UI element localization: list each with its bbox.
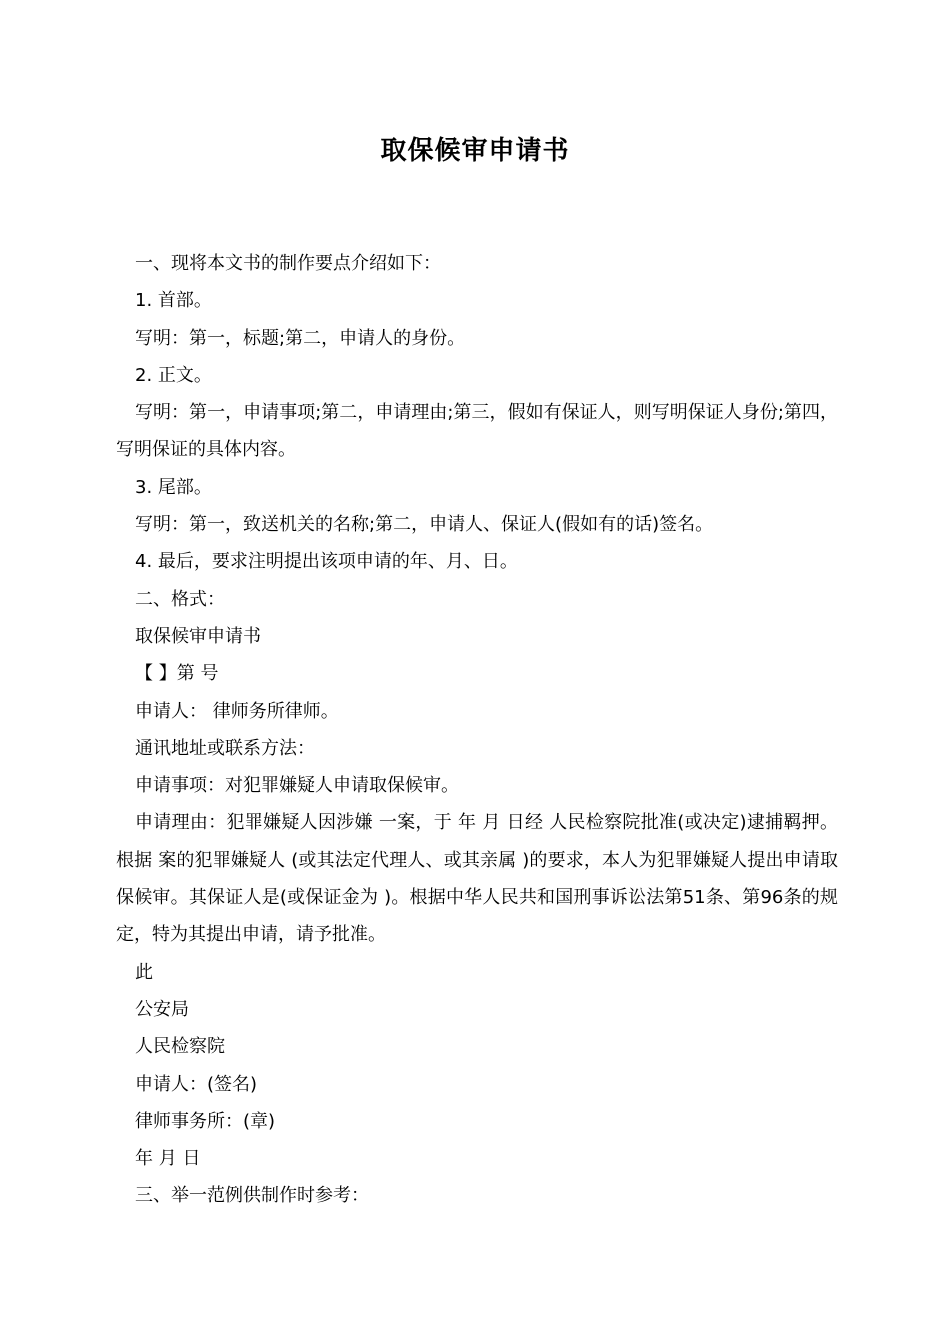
- template-request: 申请事项：对犯罪嫌疑人申请取保候审。: [135, 775, 459, 797]
- template-reason: 申请理由：犯罪嫌疑人因涉嫌 一案，于 年 月 日经 人民检察院批准(或决定)逮捕羁押。根据 案的犯罪嫌疑人 (或其法定代理人、或其亲属 )的要求，本人为犯罪嫌疑人提出申请取保候审。其保证人是(或保证金为 )。根据中华人民共和国刑事诉讼法第51条、第96条的规定，特为其提出申请，请予批准。: [116, 812, 838, 946]
- item-heading-footer: 3. 尾部。: [135, 476, 212, 498]
- item-date-note: 4. 最后，要求注明提出该项申请的年、月、日。: [135, 551, 518, 573]
- template-recipient-police: 公安局: [135, 998, 189, 1020]
- section-heading-3: 三、举一范例供制作时参考：: [135, 1185, 369, 1207]
- template-seal: 律师事务所：(章): [135, 1110, 276, 1132]
- item-desc-body: 写明：第一，申请事项;第二，申请理由;第三，假如有保证人，则写明保证人身份;第四，写明保证的具体内容。: [116, 402, 838, 461]
- item-desc-footer: 写明：第一，致送机关的名称;第二，申请人、保证人(假如有的话)签名。: [135, 514, 714, 536]
- template-contact: 通讯地址或联系方法：: [135, 737, 315, 759]
- template-date: 年 月 日: [135, 1148, 201, 1170]
- section-heading-1: 一、现将本文书的制作要点介绍如下：: [135, 253, 441, 274]
- document-body: [116, 245, 838, 1215]
- item-heading-header: 1. 首部。: [135, 290, 212, 312]
- item-heading-body: 2. 正文。: [135, 364, 212, 386]
- template-case-number: 【 】第 号: [135, 663, 219, 685]
- item-desc-header: 写明：第一，标题;第二，申请人的身份。: [135, 327, 466, 349]
- template-applicant: 申请人： 律师务所律师。: [135, 700, 339, 722]
- section-heading-2: 二、格式：: [135, 588, 225, 610]
- template-recipient-procuratorate: 人民检察院: [135, 1036, 225, 1058]
- template-signature: 申请人：(签名): [135, 1073, 258, 1095]
- template-salutation: 此: [135, 961, 153, 983]
- document-title: 取保候审申请书: [380, 136, 570, 166]
- template-title: 取保候审申请书: [135, 625, 261, 647]
